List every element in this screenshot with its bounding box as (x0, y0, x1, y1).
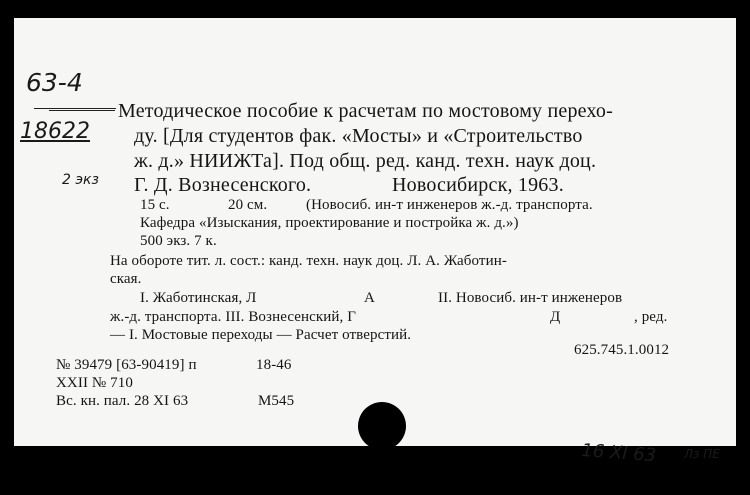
handwritten-initials: Лз ПЕ (684, 447, 720, 461)
main-entry-text-1: Методическое пособие к расчетам по мостовому перехо- (118, 100, 613, 122)
handwritten-shelf-code: 63-4 (26, 68, 83, 97)
tracing-2b: Д (550, 309, 561, 325)
tracing-2c: , ред. (634, 309, 668, 325)
tracing-1b: А (364, 290, 375, 306)
card-info-code: 18-46 (256, 357, 292, 373)
catalog-card (14, 18, 736, 467)
note-line-2: ская. (110, 271, 142, 287)
main-entry-line-4b: Новосибирск, 1963. (392, 174, 564, 196)
shelf-code-underline (34, 108, 116, 109)
note-line-1: На обороте тит. л. сост.: канд. техн. наук доц. Л. А. Жаботин- (110, 253, 507, 269)
classification-number: 625.745.1.0012 (574, 342, 670, 358)
collation-series: (Новосиб. ин-т инженеров ж.-д. транспорта. (306, 197, 593, 213)
card-info-number: № 39479 [63-90419] п (56, 357, 197, 373)
card-info-series: XXII № 710 (56, 375, 133, 391)
tracing-1c: II. Новосиб. ин-т инженеров (438, 290, 623, 306)
heading-dash (49, 110, 115, 111)
main-entry-line-1 (118, 101, 696, 121)
tracing-2a: ж.-д. транспорта. III. Вознесенский, Г (110, 309, 357, 325)
main-entry-line-2: ду. [Для студентов фак. «Мосты» и «Строительство (134, 125, 583, 147)
card-info-order: М545 (258, 393, 295, 409)
handwritten-copies-note: 2 экз (62, 172, 99, 188)
handwritten-date: 16 XI 63 (580, 440, 657, 467)
collation-size: 20 см. (228, 197, 268, 213)
card-info-chamber: Вс. кн. пал. 28 XI 63 (56, 393, 189, 409)
collation-pages: 15 с. (140, 197, 170, 213)
tracing-3: — I. Мостовые переходы — Расчет отверстий. (110, 327, 412, 343)
handwritten-inventory-number: 18622 (20, 119, 90, 144)
punch-hole (358, 402, 406, 450)
main-entry-line-3: ж. д.» НИИЖТа]. Под общ. ред. канд. техн. наук доц. (134, 150, 597, 172)
collation-print-run: 500 экз. 7 к. (140, 233, 217, 249)
tracing-1a: I. Жаботинская, Л (140, 290, 257, 306)
collation-department: Кафедра «Изыскания, проектирование и постройка ж. д.») (140, 215, 519, 231)
main-entry-line-4a: Г. Д. Вознесенского. (134, 174, 312, 196)
